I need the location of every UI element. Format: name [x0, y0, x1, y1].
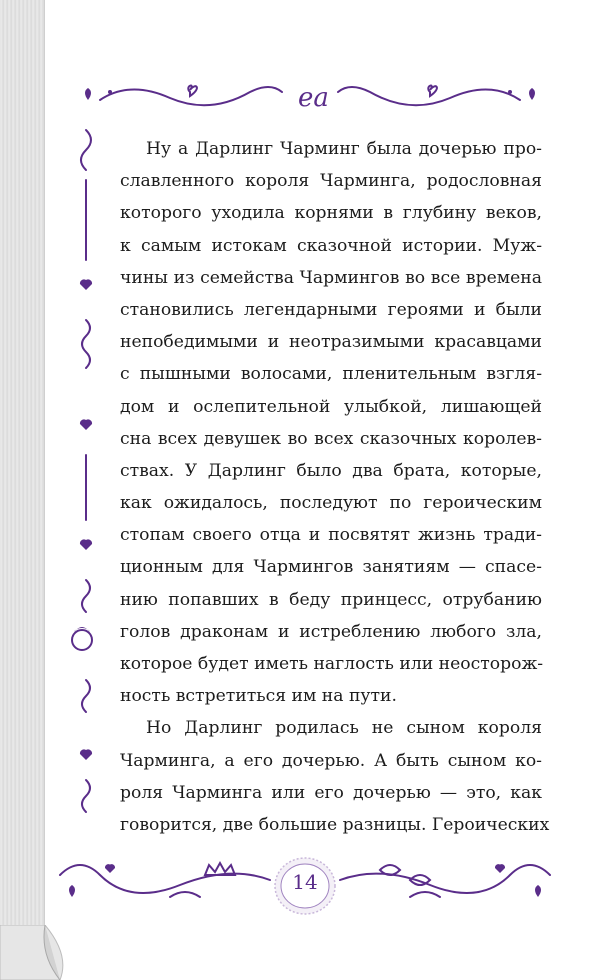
text-line: становились легендарными героями и были [120, 299, 542, 320]
main-text [120, 133, 550, 841]
text-line: ствах. У Дарлинг было два брата, которые, [120, 460, 542, 481]
page-number: 14 [292, 870, 318, 894]
text-line: роля Чарминга или его дочерью — это, как [120, 782, 542, 803]
text-line: голов драконам и истреблению любого зла, [120, 621, 542, 642]
leaf-icon [69, 885, 75, 897]
ea-monogram-icon: ea [298, 83, 329, 113]
text-line: непобедимыми и неотразимыми красавцами [120, 332, 542, 353]
text-line: которое будет иметь наглость или неосторож- [120, 654, 544, 674]
page-edges [0, 0, 45, 980]
text-line: Чарминга, а его дочерью. А быть сыном ко- [120, 750, 542, 771]
paragraph-1 [120, 133, 542, 712]
text-line: Но Дарлинг родилась не сыном короля [146, 718, 542, 739]
text-line: стопам своего отца и посвятят жизнь тради- [120, 525, 542, 546]
text-line: славленного короля Чарминга, родословная [120, 171, 542, 192]
top-ornament [70, 70, 550, 120]
text-line: которого уходила корнями в глубину веков, [120, 203, 542, 224]
left-ornament [66, 120, 106, 820]
text-line: чины из семейства Чармингов во все времена [120, 267, 542, 288]
text-line: с пышными волосами, пленительным взгля- [120, 364, 542, 385]
text-line: говорится, две большие разницы. Героических [120, 814, 550, 835]
text-line: нию попавших в беду принцесс, отрубанию [120, 589, 542, 610]
leaf-icon [85, 88, 91, 100]
paragraph-2 [120, 712, 550, 841]
text-line: дом и ослепительной улыбкой, лишающей [120, 396, 542, 417]
text-line: к самым истокам сказочной истории. Муж- [120, 235, 542, 256]
text-line: ционным для Чармингов занятиям — спасе- [120, 557, 542, 578]
page-curl [0, 925, 70, 980]
text-line: как ожидалось, последуют по героическим [120, 493, 542, 514]
girl-face-icon [72, 630, 92, 650]
text-line: сна всех девушек во всех сказочных королев- [120, 428, 542, 449]
heart-icon [80, 279, 92, 290]
text-line: Ну а Дарлинг Чарминг была дочерью про- [146, 139, 542, 159]
text-line: ность встретиться им на пути. [120, 686, 397, 707]
